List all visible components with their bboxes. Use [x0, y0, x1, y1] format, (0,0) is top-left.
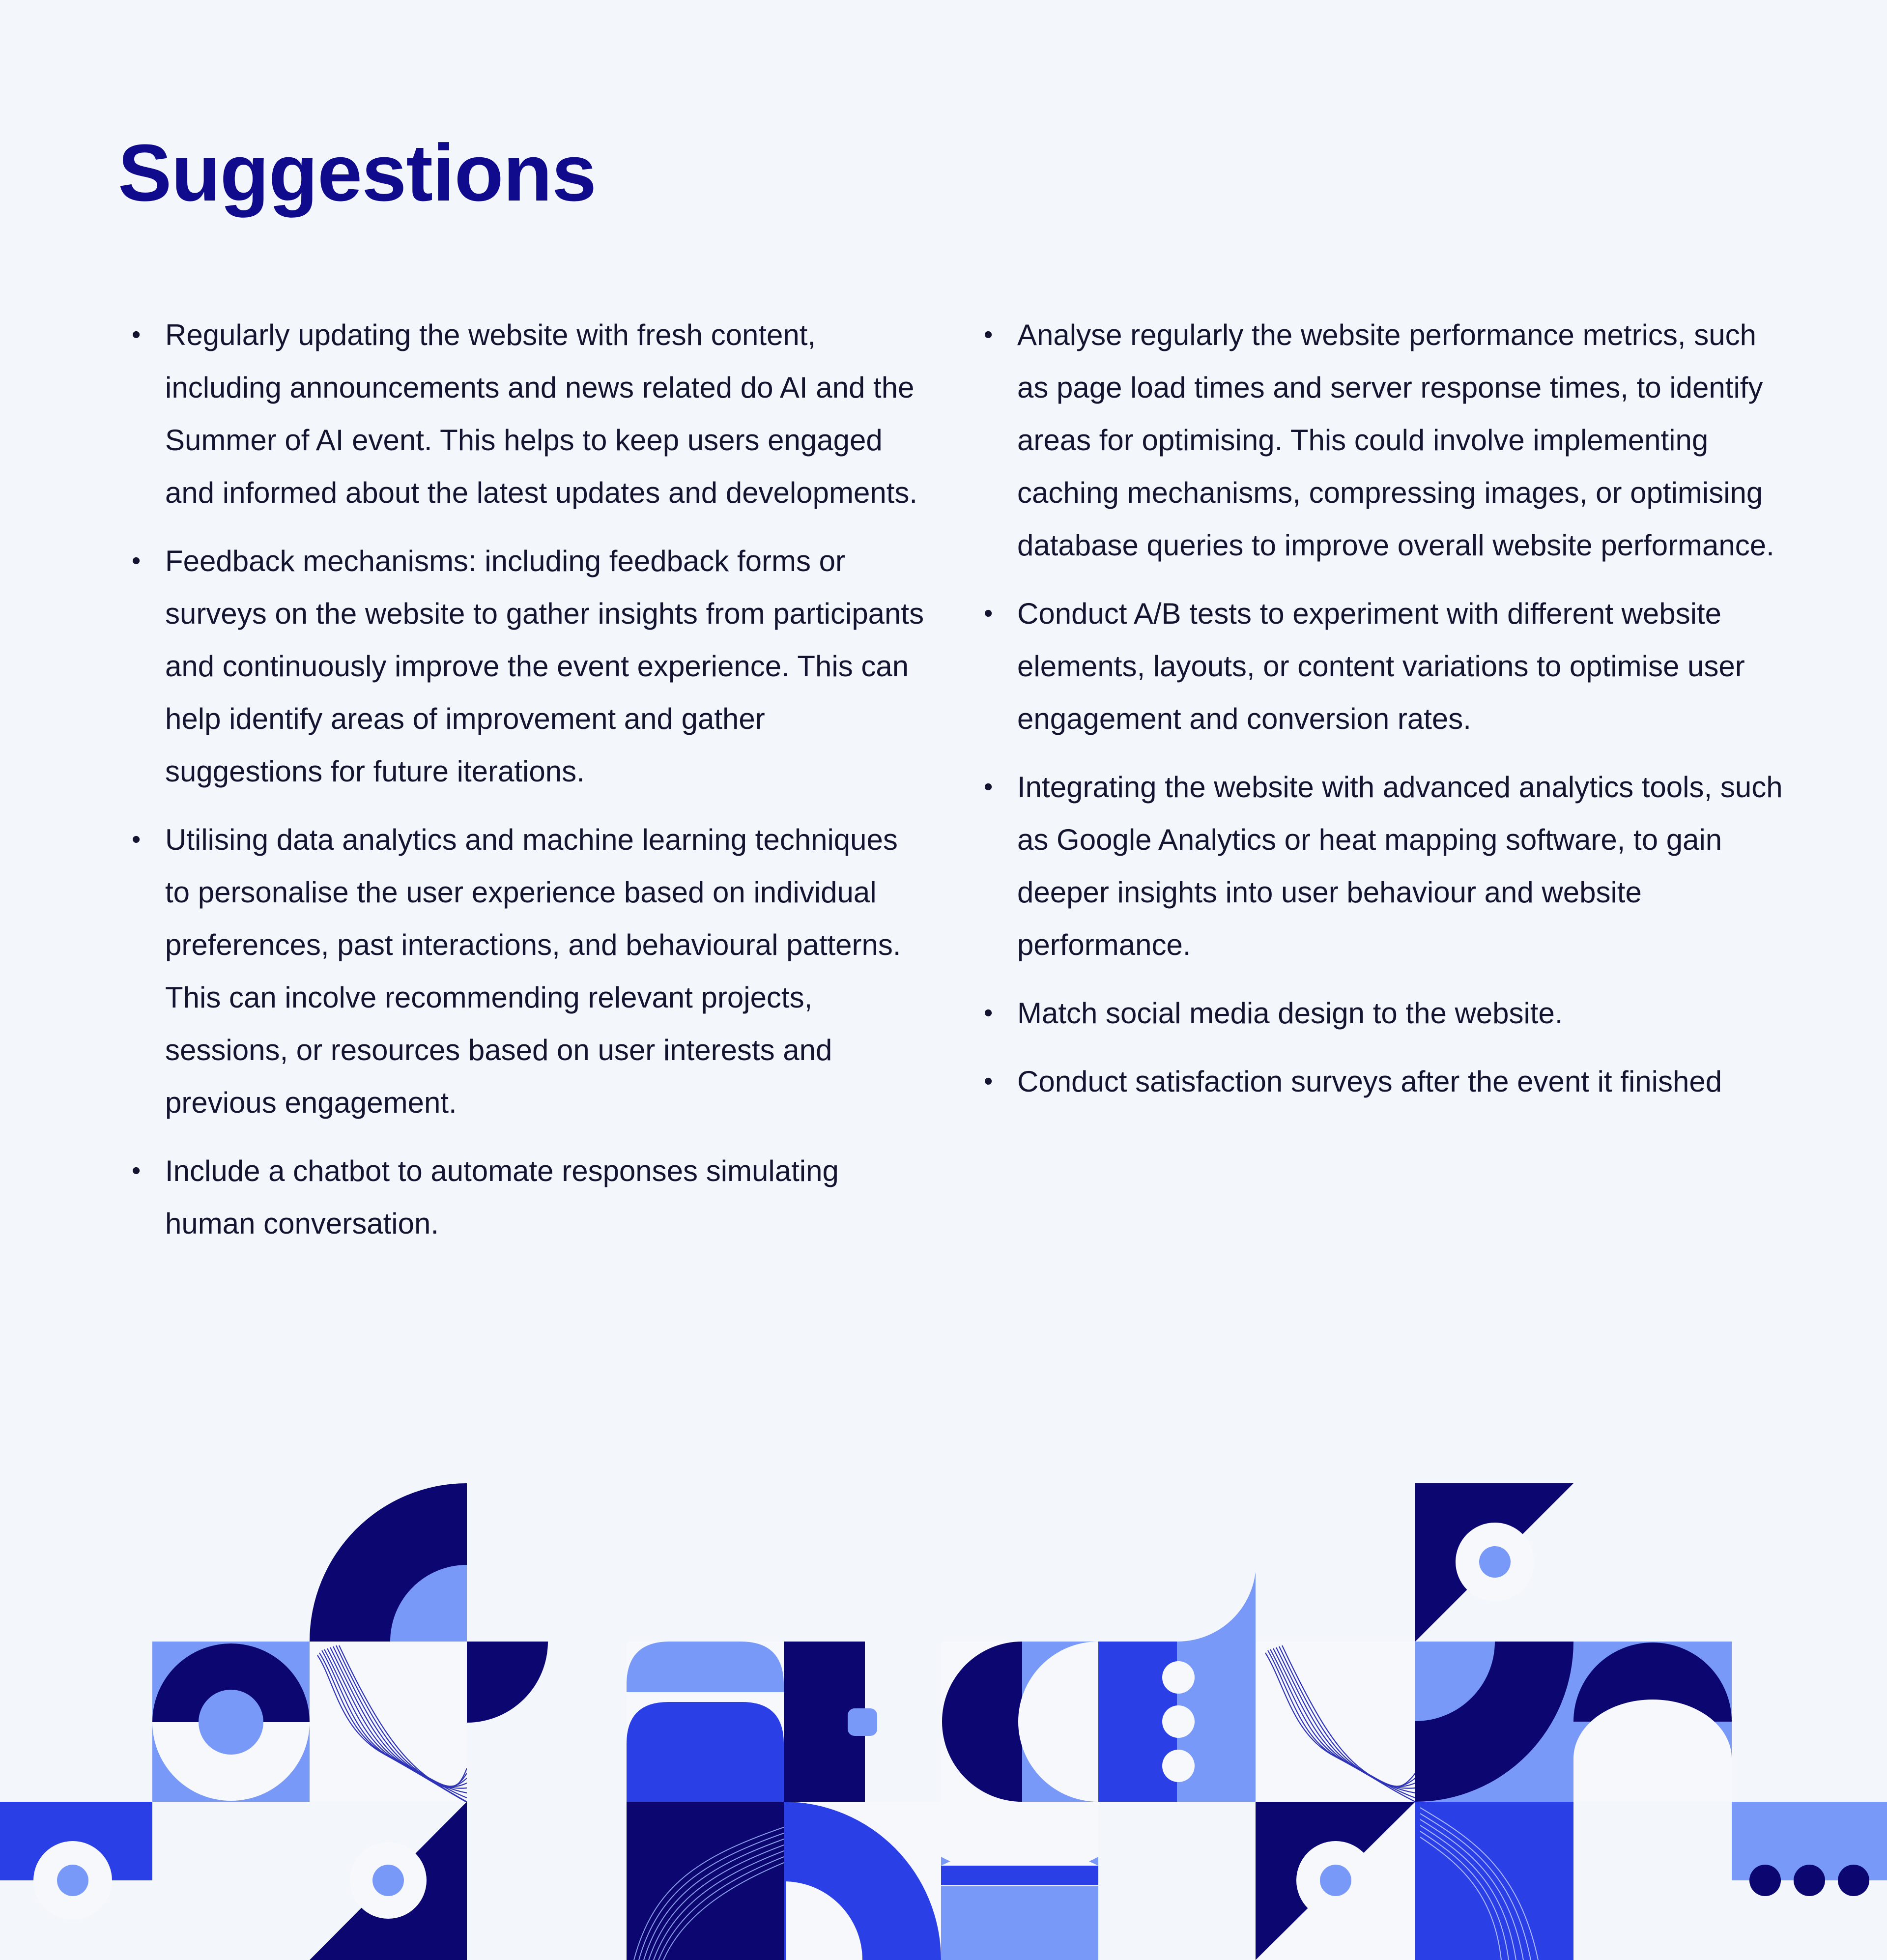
tile-quarter-top — [310, 1483, 467, 1642]
tile-triangle-right — [1256, 1802, 1415, 1960]
tile-left-strip — [0, 1802, 152, 1920]
tile-ring — [152, 1642, 310, 1802]
tile-wave — [310, 1642, 467, 1802]
list-item: • Regularly updating the website with fresh content, including announcements and news related do AI and the Summer of AI event. This helps to keep users engaged and informed about the latest updates and developments. — [132, 309, 928, 519]
page-title: Suggestions — [118, 128, 597, 218]
list-item: • Conduct satisfaction surveys after the event it finished — [984, 1055, 1790, 1108]
tile-stacked-arches — [627, 1642, 784, 1802]
tile-c-arc — [1415, 1642, 1573, 1802]
tile-half-moons — [941, 1642, 1098, 1802]
list-item: • Conduct A/B tests to experiment with different website elements, layouts, or content variations to optimise user engagement and conversion rates. — [984, 587, 1790, 745]
list-item: • Include a chatbot to automate responses simulating human conversation. — [132, 1145, 928, 1250]
list-item: • Utilising data analytics and machine learning techniques to personalise the user experience based on individual preferences, past interactions, and behavioural patterns. This can incolve recommending relevant projects, sessions, or resources based on user interests and previous engagement. — [132, 813, 928, 1129]
tile-wave-blue — [1415, 1802, 1573, 1960]
tile-quarter-light — [1177, 1572, 1256, 1642]
list-item: • Match social media design to the website. — [984, 987, 1790, 1039]
list-item: • Integrating the website with advanced analytics tools, such as Google Analytics or heat mapping software, to gain deeper insights into user behaviour and website performance. — [984, 761, 1790, 971]
tile-dots-right — [1732, 1802, 1887, 1896]
tile-top-triangle — [1415, 1483, 1573, 1642]
right-column — [984, 309, 1790, 1124]
tile-triangle — [310, 1802, 467, 1960]
tile-dome — [1573, 1642, 1732, 1802]
left-column — [132, 309, 928, 1266]
tile-dots — [1098, 1642, 1256, 1802]
geometric-pattern-illustration — [0, 1483, 1887, 1960]
tile-bracket — [784, 1642, 877, 1802]
tile-wave-dark — [627, 1802, 784, 1960]
list-item: • Analyse regularly the website performance metrics, such as page load times and server response times, to identify areas for optimising. This could involve implementing caching mechanisms, compressing images, or optimising database queries to improve overall website performance. — [984, 309, 1790, 572]
suggestion-list-right — [984, 309, 1790, 1108]
list-item: • Feedback mechanisms: including feedback forms or surveys on the website to gather insights from participants and continuously improve the event experience. This can help identify areas of improvement and gather suggestions for future iterations. — [132, 535, 928, 798]
tile-arc-blue — [784, 1802, 941, 1960]
tile-wave-right — [1256, 1642, 1415, 1802]
tile-half-circle — [467, 1642, 548, 1723]
tile-cup — [941, 1802, 1098, 1960]
suggestion-list-left — [132, 309, 928, 1250]
